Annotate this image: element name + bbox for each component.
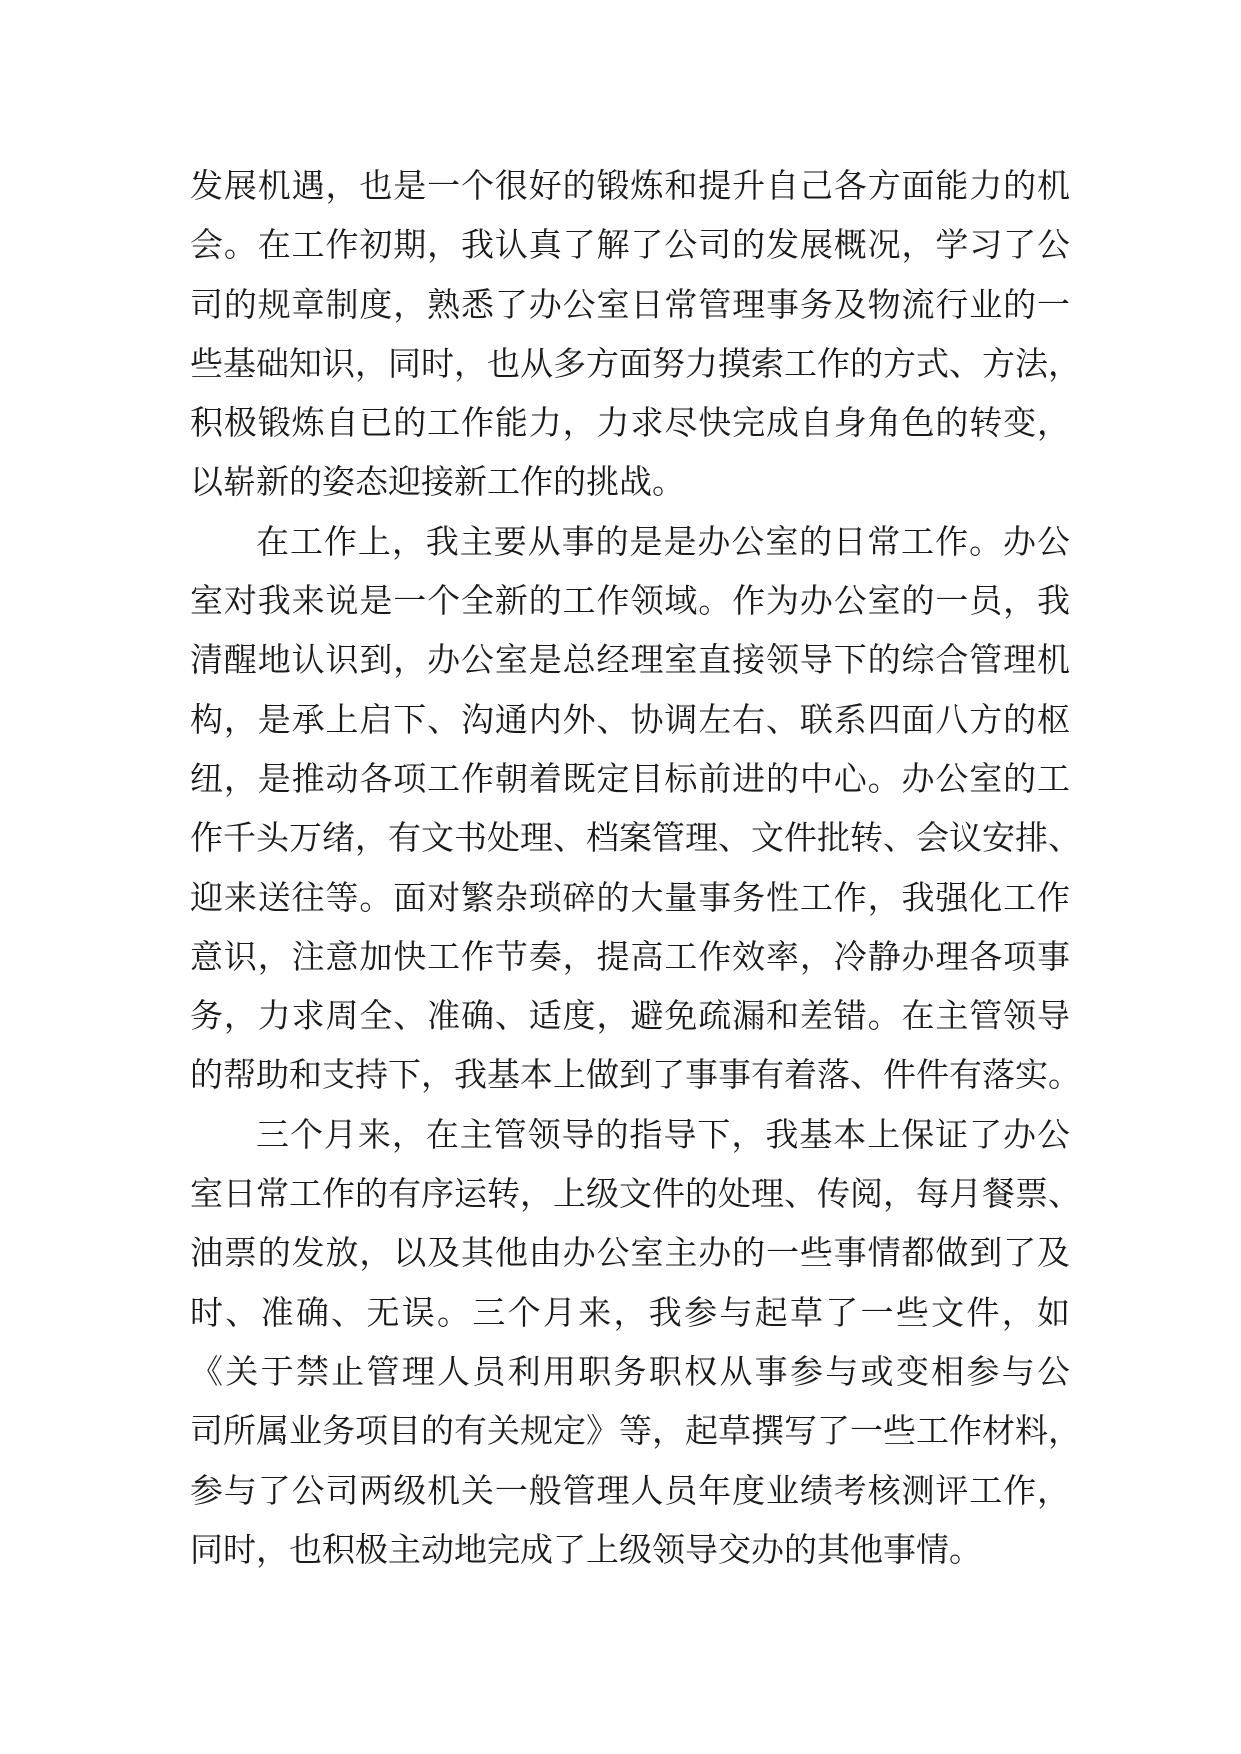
- text-line: 迎来送往等。面对繁杂琐碎的大量事务性工作，我强化工作: [190, 877, 1070, 917]
- text-line: 作千头万绪，有文书处理、档案管理、文件批转、会议安排、: [190, 818, 1081, 858]
- text-line: 构，是承上启下、沟通内外、协调左右、联系四面八方的枢: [190, 699, 1070, 739]
- text-line: 清醒地认识到，办公室是总经理室直接领导下的综合管理机: [190, 640, 1070, 680]
- text-line: 司的规章制度，熟悉了办公室日常管理事务及物流行业的一: [190, 284, 1070, 324]
- text-line: 的帮助和支持下，我基本上做到了事事有着落、件件有落实。: [190, 1055, 1081, 1095]
- text-line: 意识，注意加快工作节奏，提高工作效率，冷静办理各项事: [190, 936, 1070, 976]
- text-line: 些基础知识，同时，也从多方面努力摸索工作的方式、方法，: [190, 343, 1081, 383]
- text-line: 在工作上，我主要从事的是是办公室的日常工作。办公: [256, 521, 1070, 561]
- document-body: [190, 156, 1081, 1579]
- text-line: 发展机遇，也是一个很好的锻炼和提升自己各方面能力的机: [190, 166, 1070, 205]
- text-line: 同时，也积极主动地完成了上级领导交办的其他事情。: [190, 1529, 982, 1569]
- text-line: 以崭新的姿态迎接新工作的挑战。: [190, 462, 685, 502]
- text-line: 室对我来说是一个全新的工作领域。作为办公室的一员，我: [190, 581, 1070, 621]
- text-line: 《关于禁止管理人员利用职务职权从事参与或变相参与公: [190, 1351, 1070, 1391]
- text-line: 时、准确、无误。三个月来，我参与起草了一些文件，如: [190, 1292, 1070, 1332]
- text-line: 纽，是推动各项工作朝着既定目标前进的中心。办公室的工: [190, 758, 1070, 798]
- text-line: 室日常工作的有序运转，上级文件的处理、传阅，每月餐票、: [190, 1174, 1081, 1214]
- text-line: 司所属业务项目的有关规定》等，起草撰写了一些工作材料，: [190, 1411, 1081, 1451]
- text-line: 三个月来，在主管领导的指导下，我基本上保证了办公: [256, 1114, 1070, 1154]
- text-line: 会。在工作初期，我认真了解了公司的发展概况，学习了公: [190, 225, 1070, 265]
- text-line: 务，力求周全、准确、适度，避免疏漏和差错。在主管领导: [190, 996, 1070, 1036]
- text-line: 积极锻炼自已的工作能力，力求尽快完成自身角色的转变，: [190, 403, 1070, 443]
- text-line: 油票的发放，以及其他由办公室主办的一些事情都做到了及: [190, 1233, 1070, 1273]
- text-line: 参与了公司两级机关一般管理人员年度业绩考核测评工作，: [190, 1470, 1070, 1510]
